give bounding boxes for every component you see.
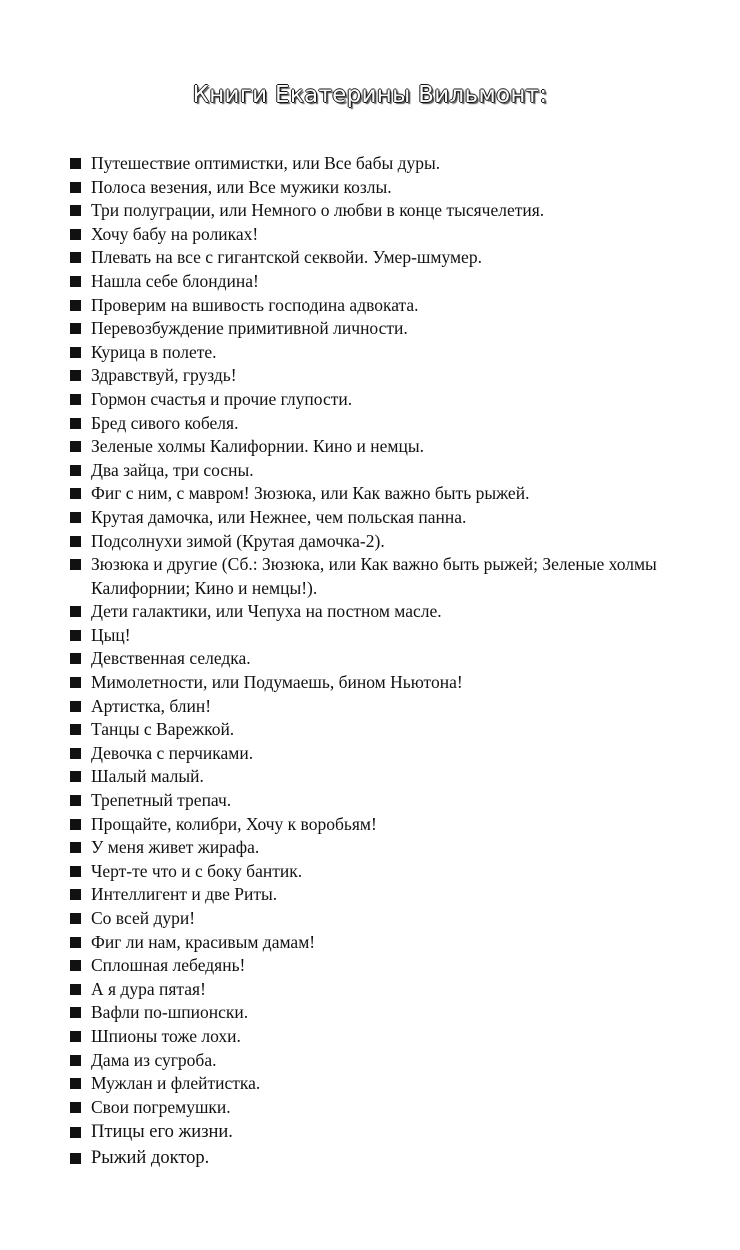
square-bullet-icon	[70, 984, 81, 995]
square-bullet-icon	[70, 724, 81, 735]
square-bullet-icon	[70, 536, 81, 547]
list-item	[68, 270, 708, 294]
list-item	[68, 765, 708, 789]
book-title: Путешествие оптимистки, или Все бабы дуры.	[91, 153, 441, 173]
list-item	[68, 931, 708, 955]
list-item	[68, 530, 708, 554]
square-bullet-icon	[70, 182, 81, 193]
list-item	[68, 978, 708, 1002]
book-title: Прощайте, колибри, Хочу к воробьям!	[91, 813, 377, 834]
list-item	[68, 1001, 708, 1025]
book-title: Интеллигент и две Риты.	[91, 884, 278, 905]
list-item	[68, 1119, 708, 1145]
list-item	[68, 695, 708, 719]
book-title: Сплошная лебедянь!	[91, 955, 246, 976]
square-bullet-icon	[70, 158, 81, 169]
list-item	[68, 152, 708, 176]
square-bullet-icon	[70, 1102, 81, 1113]
list-item	[68, 1025, 708, 1049]
list-item	[68, 883, 708, 907]
square-bullet-icon	[70, 370, 81, 381]
square-bullet-icon	[70, 960, 81, 971]
book-title: Танцы с Варежкой.	[91, 719, 235, 740]
square-bullet-icon	[70, 606, 81, 617]
list-item	[68, 907, 708, 931]
square-bullet-icon	[70, 748, 81, 759]
list-item	[68, 789, 708, 813]
square-bullet-icon	[70, 465, 81, 476]
book-title: Фиг с ним, с мавром! Зюзюка, или Как важно быть рыжей.	[91, 483, 530, 504]
book-title: Рыжий доктор.	[91, 1148, 210, 1169]
square-bullet-icon	[70, 819, 81, 830]
book-title: Мужлан и флейтистка.	[91, 1073, 261, 1094]
book-title: Дама из сугроба.	[91, 1049, 217, 1070]
square-bullet-icon	[70, 488, 81, 499]
list-item	[68, 647, 708, 671]
list-item	[68, 718, 708, 742]
square-bullet-icon	[70, 771, 81, 782]
book-title: Девочка с перчиками.	[91, 742, 254, 763]
list-item	[68, 600, 708, 624]
book-title: А я дура пятая!	[91, 978, 206, 999]
book-title: Зеленые холмы Калифорнии. Кино и немцы.	[91, 436, 424, 457]
book-title: Фиг ли нам, красивым дамам!	[91, 931, 316, 952]
square-bullet-icon	[70, 1127, 81, 1138]
square-bullet-icon	[70, 889, 81, 900]
list-item	[68, 364, 708, 388]
book-title: Крутая дамочка, или Нежнее, чем польская панна.	[91, 506, 467, 527]
book-title: Свои погремушки.	[91, 1096, 231, 1117]
list-item	[68, 1049, 708, 1073]
square-bullet-icon	[70, 300, 81, 311]
book-title: У меня живет жирафа.	[91, 837, 260, 858]
square-bullet-icon	[70, 512, 81, 523]
book-title: Дети галактики, или Чепуха на постном масле.	[91, 601, 442, 622]
book-title: Плевать на все с гигантской секвойи. Умер-шмумер.	[91, 247, 482, 268]
list-item	[68, 294, 708, 318]
square-bullet-icon	[70, 347, 81, 358]
list-item	[68, 435, 708, 459]
book-title: Мимолетности, или Подумаешь, бином Ньютона!	[91, 672, 463, 693]
book-title: Здравствуй, груздь!	[91, 365, 237, 386]
list-item	[68, 459, 708, 483]
list-item	[68, 553, 708, 600]
list-item	[68, 624, 708, 648]
book-title: Цыц!	[91, 624, 131, 645]
book-title: Вафли по-шпионски.	[91, 1002, 249, 1023]
book-title: Со всей дури!	[91, 908, 196, 928]
square-bullet-icon	[70, 677, 81, 688]
book-title: Гормон счастья и прочие глупости.	[91, 388, 353, 409]
list-item	[68, 1072, 708, 1096]
book-list	[68, 152, 708, 1171]
square-bullet-icon	[70, 1153, 81, 1164]
book-title: Трепетный трепач.	[91, 790, 232, 811]
square-bullet-icon	[70, 653, 81, 664]
square-bullet-icon	[70, 323, 81, 334]
book-title: Два зайца, три сосны.	[91, 459, 254, 480]
list-item	[68, 199, 708, 223]
list-item	[68, 836, 708, 860]
square-bullet-icon	[70, 252, 81, 263]
square-bullet-icon	[70, 1007, 81, 1018]
list-item	[68, 246, 708, 270]
square-bullet-icon	[70, 276, 81, 287]
square-bullet-icon	[70, 913, 81, 924]
list-item	[68, 742, 708, 766]
list-item	[68, 223, 708, 247]
square-bullet-icon	[70, 1031, 81, 1042]
book-title: Перевозбуждение примитивной личности.	[91, 318, 408, 339]
book-title: Шпионы тоже лохи.	[91, 1025, 241, 1046]
list-item	[68, 388, 708, 412]
square-bullet-icon	[70, 394, 81, 405]
list-item	[68, 506, 708, 530]
book-title: Полоса везения, или Все мужики козлы.	[91, 176, 392, 197]
book-title: Шалый малый.	[91, 766, 204, 787]
square-bullet-icon	[70, 418, 81, 429]
list-item	[68, 954, 708, 978]
list-item	[68, 412, 708, 436]
book-title: Нашла себе блондина!	[91, 270, 259, 291]
book-title: Птицы его жизни.	[91, 1122, 233, 1143]
list-item	[68, 1145, 708, 1171]
list-item	[68, 176, 708, 200]
list-item	[68, 317, 708, 341]
square-bullet-icon	[70, 701, 81, 712]
list-item	[68, 482, 708, 506]
list-item	[68, 860, 708, 884]
book-title: Артистка, блин!	[91, 695, 212, 716]
book-title: Черт-те что и с боку бантик.	[91, 860, 303, 881]
square-bullet-icon	[70, 229, 81, 240]
square-bullet-icon	[70, 795, 81, 806]
square-bullet-icon	[70, 630, 81, 641]
square-bullet-icon	[70, 559, 81, 570]
page-title: Книги Екатерины Вильмонт:	[192, 82, 548, 108]
list-item	[68, 671, 708, 695]
book-title: Бред сивого кобеля.	[91, 412, 239, 433]
book-title: Девственная селедка.	[91, 648, 251, 669]
book-title: Зюзюка и другие (Сб.: Зюзюка, или Как важно быть рыжей; Зеленые холмы Калифорнии; Кино и немцы!).	[91, 554, 657, 598]
square-bullet-icon	[70, 1055, 81, 1066]
book-title: Проверим на вшивость господина адвоката.	[91, 294, 419, 315]
square-bullet-icon	[70, 205, 81, 216]
square-bullet-icon	[70, 1078, 81, 1089]
book-title: Три полуграции, или Немного о любви в конце тысячелетия.	[91, 200, 545, 221]
square-bullet-icon	[70, 866, 81, 877]
book-title: Хочу бабу на роликах!	[91, 223, 259, 244]
book-title: Курица в полете.	[91, 341, 217, 362]
list-item	[68, 813, 708, 837]
list-item	[68, 341, 708, 365]
list-item	[68, 1096, 708, 1120]
square-bullet-icon	[70, 441, 81, 452]
square-bullet-icon	[70, 937, 81, 948]
book-title: Подсолнухи зимой (Крутая дамочка-2).	[91, 530, 385, 551]
square-bullet-icon	[70, 842, 81, 853]
